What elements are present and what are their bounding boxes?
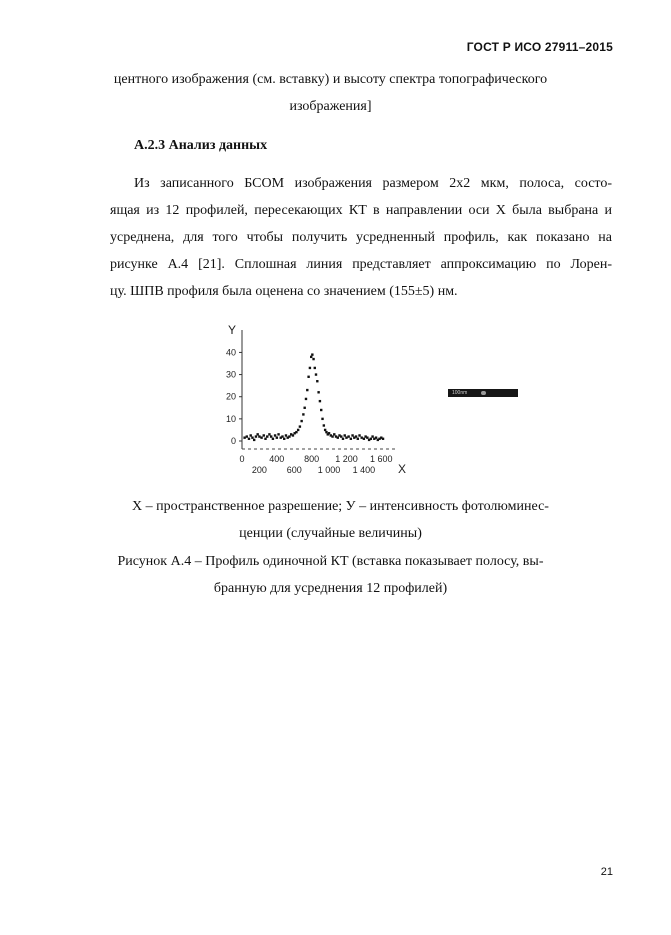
figure-legend-line-2: ценции (случайные величины) <box>239 526 422 541</box>
profile-chart <box>220 318 407 478</box>
data-point <box>292 434 294 436</box>
data-point <box>382 438 384 440</box>
data-point <box>324 429 326 431</box>
data-point <box>288 435 290 437</box>
data-point <box>297 429 299 431</box>
data-point <box>246 435 248 437</box>
x-tick-label-bottom: 200 <box>251 465 267 475</box>
data-point <box>253 439 255 441</box>
paragraph-line-3: усреднена, для того чтобы получить усредненный профиль, как показано на <box>110 230 612 245</box>
x-tick-label-bottom: 600 <box>286 465 302 475</box>
data-point <box>315 373 317 375</box>
data-point <box>268 433 270 435</box>
y-tick-label: 10 <box>225 413 236 424</box>
data-point <box>263 434 265 436</box>
inset-bright-spot <box>481 391 486 395</box>
x-tick-label-top: 0 <box>239 454 245 464</box>
y-tick-label: 0 <box>230 436 236 446</box>
data-point <box>314 367 316 369</box>
x-tick-label-bottom: 1 400 <box>352 465 376 475</box>
y-axis-label: Y <box>228 323 237 337</box>
data-point <box>256 433 258 435</box>
data-point <box>270 435 272 437</box>
data-point <box>307 376 309 378</box>
data-point <box>355 435 357 437</box>
data-point <box>310 356 312 358</box>
x-tick-label-top: 1 200 <box>335 454 358 464</box>
data-point <box>375 436 377 438</box>
data-point <box>347 435 349 437</box>
data-point <box>251 436 253 438</box>
data-point <box>320 409 322 411</box>
data-point <box>276 436 278 438</box>
data-point <box>316 380 318 382</box>
data-point <box>274 434 276 436</box>
continued-text-line-1: центного изображения (см. вставку) и высоту спектра топографического <box>113 72 548 87</box>
document-header: ГОСТ Р ИСО 27911–2015 <box>466 40 613 54</box>
data-point <box>255 435 257 437</box>
paragraph-line-2: ящая из 12 профилей, пересекающих КТ в направлении оси X была выбрана и <box>110 203 612 218</box>
figure-caption-line-1: Рисунок А.4 – Профиль одиночной КТ (вставка показывает полосу, вы- <box>117 554 544 569</box>
x-tick-label-top: 400 <box>269 454 285 464</box>
data-point <box>323 424 325 426</box>
x-tick-label-bottom: 1 000 <box>317 465 341 475</box>
data-point <box>258 435 260 437</box>
chart-ticks <box>226 347 393 475</box>
data-point <box>281 435 283 437</box>
data-point <box>342 438 344 440</box>
data-point <box>337 436 339 438</box>
data-point <box>351 434 353 436</box>
data-point <box>311 353 313 355</box>
data-point <box>302 413 304 415</box>
y-tick-label: 30 <box>225 369 236 380</box>
data-point <box>264 438 266 440</box>
data-point <box>309 367 311 369</box>
section-heading: А.2.3 Анализ данных <box>134 138 268 153</box>
x-tick-label-top: 1 600 <box>370 454 393 464</box>
data-point <box>321 418 323 420</box>
figure-legend-line-1: X – пространственное разрешение; У – интенсивность фотолюминес- <box>132 499 549 514</box>
data-point <box>328 432 330 434</box>
x-tick-label-top: 800 <box>304 454 320 464</box>
data-point <box>295 431 297 433</box>
data-point <box>277 433 279 435</box>
data-point <box>303 407 305 409</box>
data-point <box>340 435 342 437</box>
data-point <box>357 438 359 440</box>
paragraph-line-4: рисунке А.4 [21]. Сплошная линия представляет аппроксимацию по Лорен- <box>110 257 612 272</box>
x-axis-label: X <box>398 462 407 476</box>
data-point <box>305 398 307 400</box>
data-point <box>299 425 301 427</box>
data-point <box>366 436 368 438</box>
data-point <box>350 438 352 440</box>
data-point <box>344 434 346 436</box>
y-tick-label: 20 <box>225 391 236 402</box>
data-point <box>358 434 360 436</box>
data-point <box>331 435 333 437</box>
data-point <box>333 433 335 435</box>
data-point <box>325 431 327 433</box>
data-point <box>266 435 268 437</box>
data-point <box>371 435 373 437</box>
data-point <box>306 389 308 391</box>
data-point <box>361 436 363 438</box>
page-number: 21 <box>600 866 613 878</box>
data-point <box>248 438 250 440</box>
inset-scale-label: 100nm <box>452 390 468 396</box>
data-point <box>285 434 287 436</box>
data-point <box>370 438 372 440</box>
data-point <box>363 438 365 440</box>
data-point <box>283 438 285 440</box>
data-point <box>312 358 314 360</box>
paragraph-line-1: Из записанного БСОМ изображения размером 2x2 мкм, полоса, состо- <box>134 176 612 191</box>
data-point <box>243 436 245 438</box>
inset-image <box>448 389 518 397</box>
data-point <box>300 420 302 422</box>
chart-points <box>243 353 384 441</box>
data-point <box>345 436 347 438</box>
data-point <box>260 436 262 438</box>
data-point <box>317 391 319 393</box>
data-point <box>250 434 252 436</box>
y-tick-label: 40 <box>225 347 236 358</box>
figure-caption-line-2: бранную для усреднения 12 профилей) <box>213 581 448 596</box>
continued-text-line-2: изображения] <box>289 99 372 114</box>
data-point <box>272 438 274 440</box>
data-point <box>319 400 321 402</box>
paragraph-line-5: цу. ШПВ профиля была оценена со значением (155±5) нм. <box>110 284 458 299</box>
